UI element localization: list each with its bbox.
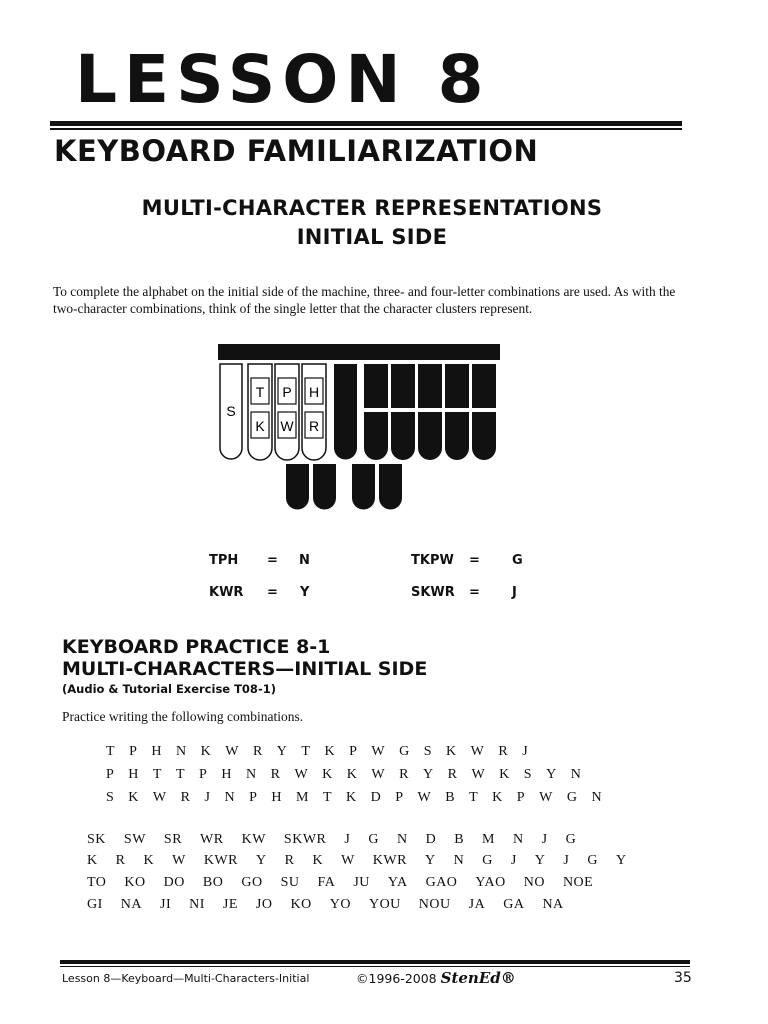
drill-item: R (447, 767, 458, 782)
drill-item: G (565, 832, 577, 847)
lesson-title: LESSON 8 (75, 41, 491, 118)
drill-item: K (128, 790, 139, 805)
drill-item: NOE (562, 875, 594, 890)
drill-item: NOU (418, 897, 451, 912)
equiv-equals-skwr: = (469, 585, 480, 600)
number-bar (218, 344, 500, 360)
drill-item: N (570, 767, 582, 782)
drill-item: D (425, 832, 437, 847)
equiv-letter-g: G (512, 553, 523, 568)
drill-item: M (482, 832, 495, 847)
drill-item: KO (290, 897, 312, 912)
drill-item: Y (534, 853, 546, 868)
drill-item: P (516, 790, 526, 805)
drill-item: N (396, 832, 408, 847)
drill-item: GAO (425, 875, 458, 890)
drill-item: WR (200, 832, 224, 847)
drill-item: BO (202, 875, 224, 890)
drill-item: Y (546, 767, 557, 782)
drill-item: R (252, 744, 263, 759)
drill-item: B (445, 790, 456, 805)
drill-item: W (172, 853, 186, 868)
drill-item: Y (255, 853, 267, 868)
drill-item: J (510, 853, 517, 868)
drill-item: FA (317, 875, 336, 890)
drill-item: Y (276, 744, 288, 759)
key-s-label: S (226, 403, 236, 419)
page-number: 35 (674, 970, 692, 986)
drill-item: R (180, 790, 191, 805)
equiv-letter-y: Y (300, 585, 310, 600)
drill-item: R (115, 853, 126, 868)
footer-copyright (356, 969, 516, 987)
equiv-equals-tkpw: = (469, 553, 480, 568)
drill-item: W (294, 767, 309, 782)
word-drill-row-2 (87, 852, 627, 870)
equiv-equals-tph: = (267, 553, 278, 568)
final-side-keys (364, 364, 496, 460)
drill-item: N (224, 790, 236, 805)
title-rule-thick (50, 121, 682, 126)
brand-logo-text: StenEd® (440, 969, 516, 987)
drill-item: M (295, 790, 309, 805)
drill-item: H (151, 744, 162, 759)
drill-item: P (199, 767, 208, 782)
drill-item: J (522, 744, 529, 759)
sub-heading-line-2: INITIAL SIDE (296, 225, 448, 249)
drill-item: K (346, 790, 357, 805)
drill-item: JO (255, 897, 273, 912)
drill-item: W (225, 744, 239, 759)
drill-item: W (152, 790, 167, 805)
drill-item: NO (523, 875, 545, 890)
drill-item: S (106, 790, 115, 805)
equiv-letter-j: J (512, 585, 517, 600)
copyright-text: ©1996-2008 (356, 971, 437, 986)
drill-item: T (175, 767, 186, 782)
footer-rule-thin (60, 966, 690, 967)
drill-item: T (301, 744, 311, 759)
drill-item: NA (120, 897, 143, 912)
drill-item: G (566, 790, 578, 805)
word-drill-row-1 (87, 831, 576, 849)
drill-item: G (482, 853, 493, 868)
drill-item: SU (280, 875, 300, 890)
main-heading: KEYBOARD FAMILIARIZATION (54, 134, 539, 168)
drill-item: W (371, 767, 386, 782)
key-k-label: K (255, 418, 265, 434)
drill-item: YOU (368, 897, 401, 912)
drill-item: J (344, 832, 351, 847)
key-p-label: P (282, 384, 292, 400)
drill-item: J (563, 853, 570, 868)
drill-item: K (499, 767, 510, 782)
drill-item: JA (468, 897, 486, 912)
drill-item: GO (241, 875, 263, 890)
drill-item: W (539, 790, 553, 805)
drill-item: T (152, 767, 162, 782)
drill-item: Y (424, 853, 436, 868)
practice-audio-note: (Audio & Tutorial Exercise T08-1) (62, 682, 276, 696)
drill-item: SR (163, 832, 183, 847)
drill-item: SKWR (283, 832, 327, 847)
practice-instruction: Practice writing the following combinations. (62, 709, 304, 724)
drill-item: GI (87, 897, 103, 912)
drill-item: R (498, 744, 509, 759)
drill-item: KWR (372, 853, 407, 868)
drill-item: H (221, 767, 232, 782)
drill-item: S (423, 744, 433, 759)
drill-item: K (346, 767, 358, 782)
drill-item: GA (503, 897, 525, 912)
drill-item: G (587, 853, 598, 868)
letter-drill-row-2 (106, 766, 581, 784)
drill-item: P (395, 790, 404, 805)
title-rule-thin (50, 128, 682, 130)
drill-item: KWR (203, 853, 238, 868)
drill-item: P (249, 790, 258, 805)
drill-item: T (322, 790, 332, 805)
practice-subtitle: MULTI-CHARACTERS—INITIAL SIDE (62, 658, 428, 680)
drill-item: W (417, 790, 432, 805)
drill-item: R (270, 767, 281, 782)
drill-item: T (106, 744, 116, 759)
drill-item: N (591, 790, 603, 805)
word-drill-row-3 (87, 874, 593, 892)
drill-item: K (492, 790, 503, 805)
drill-item: YA (387, 875, 408, 890)
drill-item: JE (222, 897, 238, 912)
drill-item: T (469, 790, 479, 805)
drill-item: JI (160, 897, 172, 912)
equiv-combo-kwr: KWR (209, 585, 244, 600)
drill-item: R (284, 853, 295, 868)
drill-item: DO (163, 875, 185, 890)
drill-item: N (245, 767, 257, 782)
drill-item: N (175, 744, 187, 759)
vowel-thumb-keys (286, 464, 402, 510)
footer-rule-thick (60, 960, 690, 964)
drill-item: N (453, 853, 465, 868)
practice-title: KEYBOARD PRACTICE 8-1 (62, 636, 331, 658)
equiv-combo-skwr: SKWR (411, 585, 455, 600)
drill-item: G (368, 832, 379, 847)
drill-item: G (399, 744, 410, 759)
drill-item: P (106, 767, 115, 782)
drill-item: D (370, 790, 382, 805)
intro-paragraph: To complete the alphabet on the initial side of the machine, three- and four-letter combinations are used. As with the two-character combinations, think of the single letter that the character clusters represent. (53, 284, 676, 316)
key-asterisk (334, 364, 357, 460)
drill-item: P (129, 744, 138, 759)
sub-heading (52, 194, 692, 252)
letter-drill-row-3 (106, 789, 602, 807)
drill-item: K (87, 853, 98, 868)
word-drill-row-4 (87, 896, 564, 914)
drill-item: SK (87, 832, 106, 847)
footer-section-label: Lesson 8—Keyboard—Multi-Characters-Initial (62, 972, 310, 985)
drill-item: W (341, 853, 355, 868)
drill-item: SW (123, 832, 146, 847)
drill-item: H (128, 767, 139, 782)
equiv-combo-tkpw: TKPW (411, 553, 454, 568)
drill-item: JU (353, 875, 370, 890)
drill-item: K (322, 767, 333, 782)
drill-item: R (399, 767, 409, 782)
drill-item: B (454, 832, 465, 847)
drill-item: N (513, 832, 524, 847)
equiv-combo-tph: TPH (209, 553, 239, 568)
drill-item: Y (616, 853, 627, 868)
drill-item: TO (87, 875, 107, 890)
drill-item: YAO (475, 875, 506, 890)
sub-heading-line-1: MULTI-CHARACTER REPRESENTATIONS (141, 196, 603, 220)
equiv-letter-n: N (299, 553, 310, 568)
drill-item: NI (189, 897, 205, 912)
drill-item: J (204, 790, 211, 805)
drill-item: H (271, 790, 282, 805)
key-h-label: H (308, 384, 320, 400)
key-t-label: T (255, 384, 265, 400)
drill-item: W (470, 744, 485, 759)
drill-item: Y (422, 767, 434, 782)
key-w-label: W (280, 418, 294, 434)
drill-item: W (471, 767, 486, 782)
drill-item: S (523, 767, 533, 782)
drill-item: P (349, 744, 358, 759)
drill-item: K (312, 853, 324, 868)
drill-item: J (541, 832, 548, 847)
drill-item: YO (329, 897, 351, 912)
drill-item: K (143, 853, 155, 868)
drill-item: K (200, 744, 212, 759)
drill-item: KO (124, 875, 146, 890)
key-r-label: R (308, 418, 320, 434)
drill-item: K (324, 744, 336, 759)
letter-drill-row-1 (106, 743, 528, 761)
steno-keyboard-diagram (214, 340, 504, 515)
equiv-equals-kwr: = (267, 585, 278, 600)
drill-item: K (446, 744, 457, 759)
drill-item: KW (241, 832, 266, 847)
drill-item: W (371, 744, 386, 759)
drill-item: NA (542, 897, 564, 912)
